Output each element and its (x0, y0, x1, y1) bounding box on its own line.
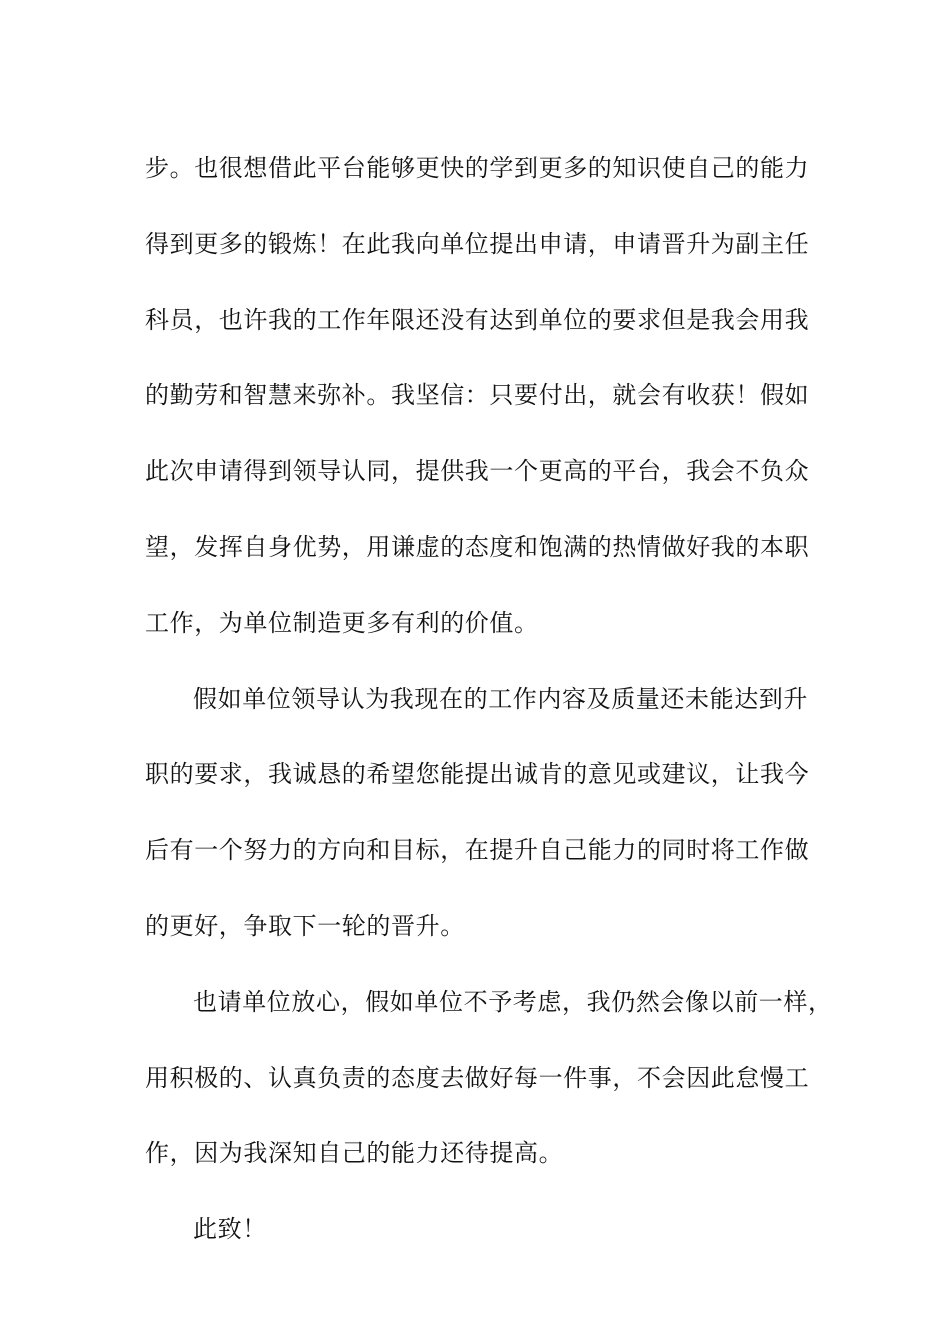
closing-salutation: 此致！ (193, 1215, 267, 1244)
text-line: 后有一个努力的方向和目标，在提升自己能力的同时将工作做 (145, 836, 810, 865)
text-line: 望，发挥自身优势，用谦虚的态度和饱满的热情做好我的本职 (145, 532, 810, 561)
text-line: 的更好，争取下一轮的晋升。 (145, 911, 465, 940)
text-line: 此次申请得到领导认同，提供我一个更高的平台，我会不负众 (145, 457, 810, 486)
body-text (145, 131, 833, 1268)
paragraph-first-line: 也请单位放心，假如单位不予考虑，我仍然会像以前一样， (193, 987, 833, 1016)
text-line: 科员，也许我的工作年限还没有达到单位的要求但是我会用我 (145, 305, 810, 334)
text-line: 步。也很想借此平台能够更快的学到更多的知识使自己的能力 (145, 154, 810, 182)
paragraph-first-line: 假如单位领导认为我现在的工作内容及质量还未能达到升 (193, 684, 808, 713)
text-line: 的勤劳和智慧来弥补。我坚信：只要付出，就会有收获！假如 (145, 381, 810, 410)
text-line: 作，因为我深知自己的能力还待提高。 (145, 1139, 564, 1168)
text-line: 工作，为单位制造更多有利的价值。 (145, 608, 539, 637)
text-line: 用积极的、认真负责的态度去做好每一件事，不会因此怠慢工 (145, 1063, 810, 1092)
text-line: 职的要求，我诚恳的希望您能提出诚肯的意见或建议，让我今 (145, 760, 810, 789)
text-line: 得到更多的锻炼！在此我向单位提出申请，申请晋升为副主任 (145, 229, 810, 258)
